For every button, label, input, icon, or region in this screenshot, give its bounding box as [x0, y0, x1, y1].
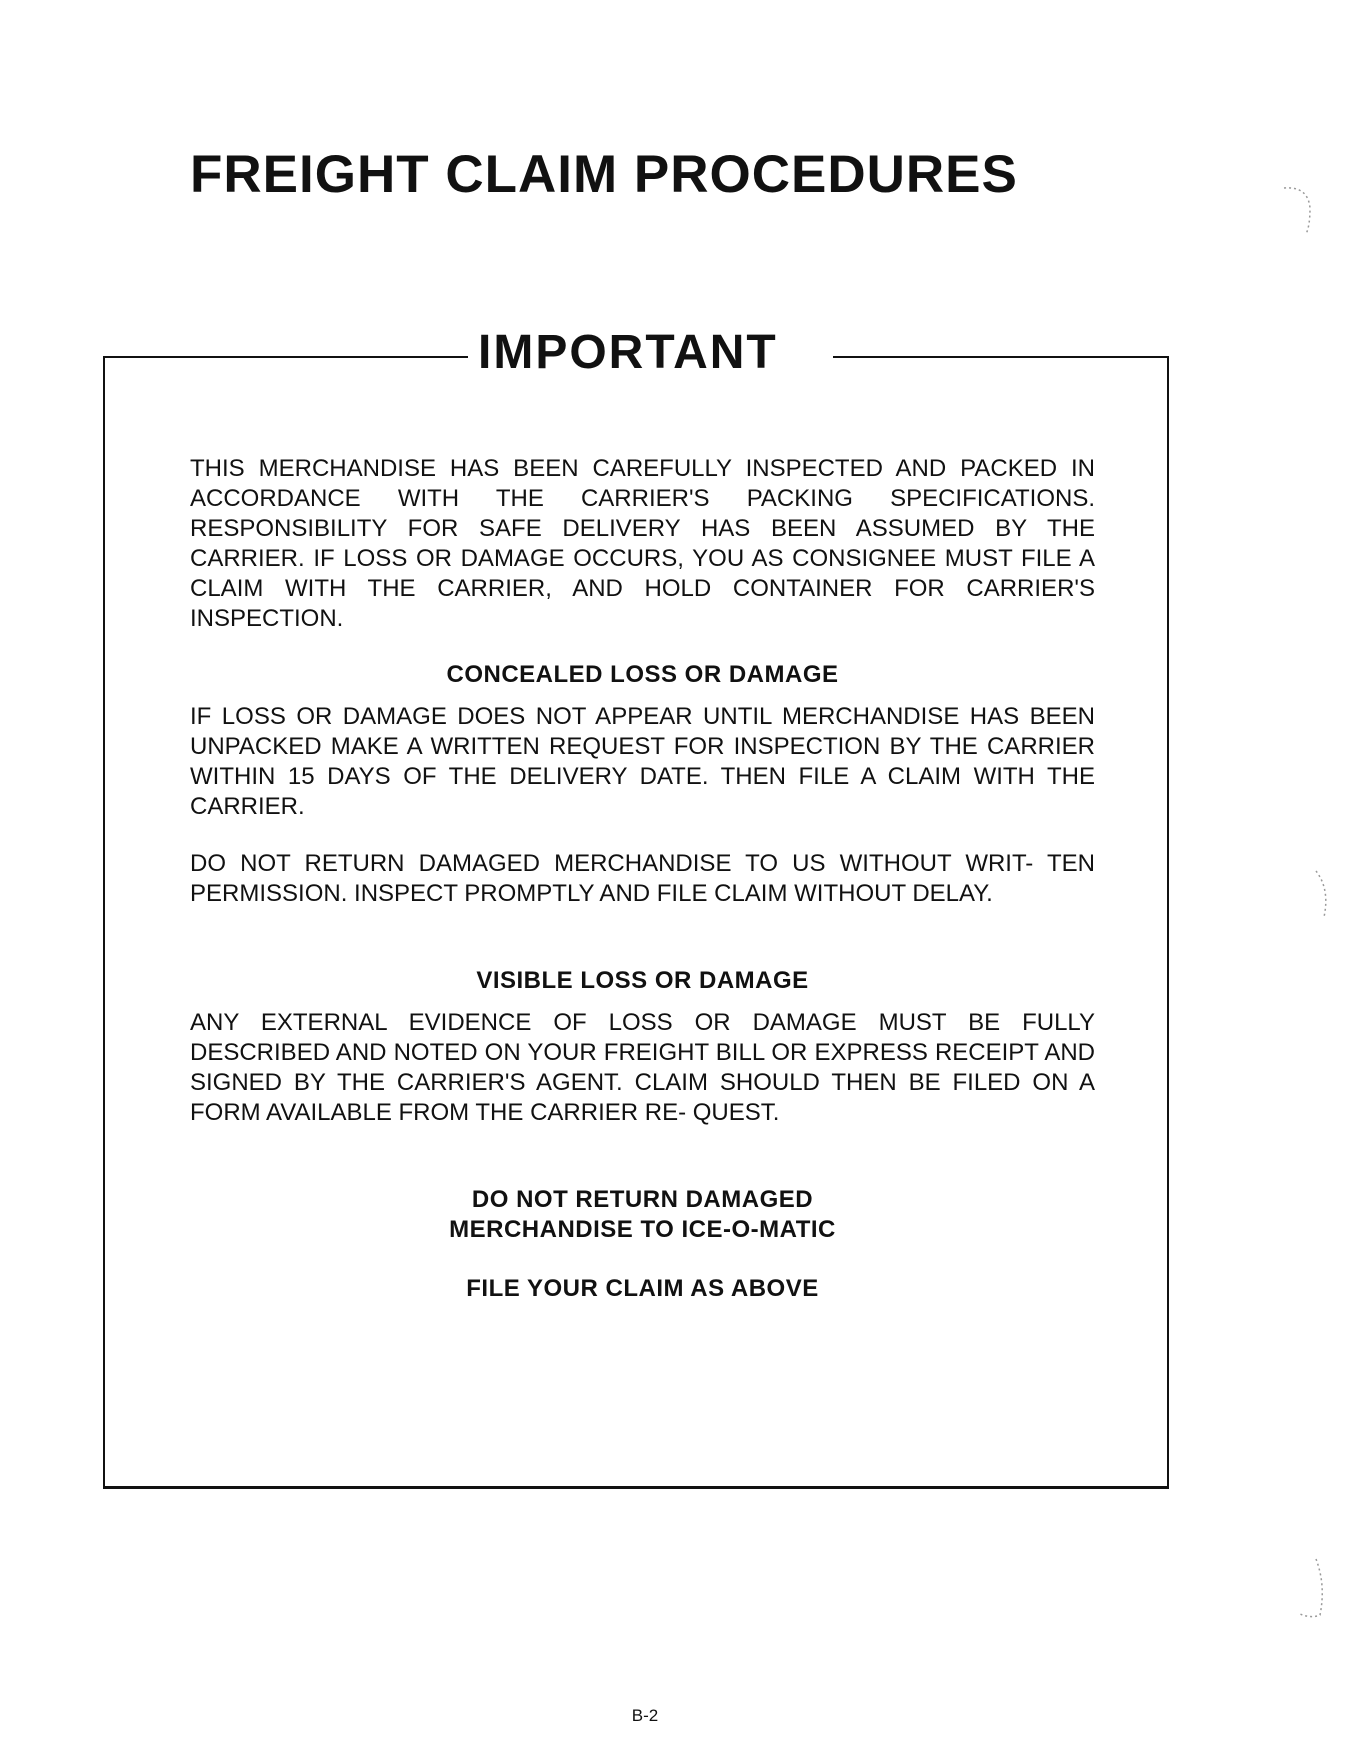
margin-artifact-mark	[1310, 865, 1340, 925]
page-title: FREIGHT CLAIM PROCEDURES	[190, 145, 1018, 204]
warning-line-2: MERCHANDISE TO ICE-O-MATIC	[449, 1216, 836, 1243]
margin-artifact-mark	[1280, 180, 1320, 240]
visible-loss-heading: VISIBLE LOSS OR DAMAGE	[476, 967, 809, 994]
concealed-loss-heading: CONCEALED LOSS OR DAMAGE	[446, 661, 839, 688]
warning-line-1: DO NOT RETURN DAMAGED	[471, 1186, 814, 1213]
notice-top-rule-right	[833, 356, 1169, 358]
visible-loss-paragraph: ANY EXTERNAL EVIDENCE OF LOSS OR DAMAGE MUST BE FULLY DESCRIBED AND NOTED ON YOUR FREIGHT BILL OR EXPRESS RECEIPT AND SIGNED BY THE CARRIER'S AGENT. CLAIM SHOULD THEN BE FILED ON A FORM AVAILABLE FROM THE CARRIER RE- QUEST.	[190, 1009, 1095, 1126]
intro-paragraph: THIS MERCHANDISE HAS BEEN CAREFULLY INSPECTED AND PACKED IN ACCORDANCE WITH THE CARRIER'S PACKING SPECIFICATIONS. RESPONSIBILITY FOR SAFE DELIVERY HAS BEEN ASSUMED BY THE CARRIER. IF LOSS OR DAMAGE OCCURS, YOU AS CONSIGNEE MUST FILE A CLAIM WITH THE CARRIER, AND HOLD CONTAINER FOR CARRIER'S INSPECTION.	[190, 455, 1095, 632]
important-heading: IMPORTANT	[478, 326, 778, 379]
concealed-loss-paragraph: IF LOSS OR DAMAGE DOES NOT APPEAR UNTIL MERCHANDISE HAS BEEN UNPACKED MAKE A WRITTEN REQUEST FOR INSPECTION BY THE CARRIER WITHIN 15 DAYS OF THE DELIVERY DATE. THEN FILE A CLAIM WITH THE CARRIER.	[190, 703, 1095, 820]
no-return-paragraph: DO NOT RETURN DAMAGED MERCHANDISE TO US WITHOUT WRIT- TEN PERMISSION. INSPECT PROMPTLY AND FILE CLAIM WITHOUT DELAY.	[190, 850, 1095, 907]
notice-top-rule-left	[103, 356, 468, 358]
page-number: B-2	[631, 1706, 659, 1725]
margin-artifact-mark	[1290, 1555, 1330, 1625]
file-claim-line: FILE YOUR CLAIM AS ABOVE	[466, 1275, 819, 1302]
